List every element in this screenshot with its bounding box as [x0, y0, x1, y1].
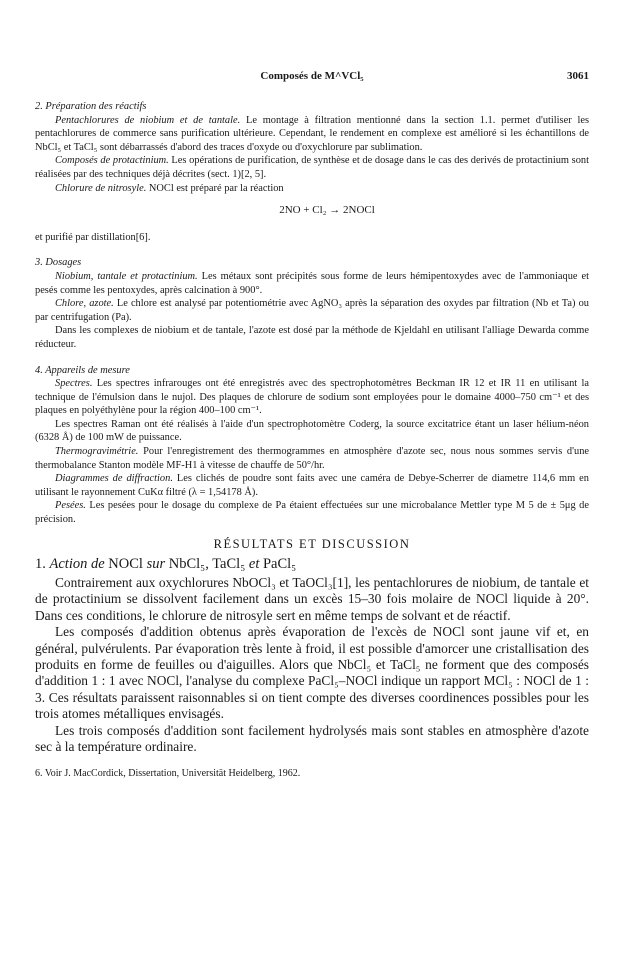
- paragraph: [35, 270, 589, 297]
- results-heading: RÉSULTATS ET DISCUSSION: [213, 536, 411, 551]
- paragraph-text: NOCl est préparé par la réaction: [146, 182, 284, 194]
- subsection-number: 1.: [35, 555, 46, 572]
- paragraph: [35, 182, 589, 196]
- paragraph-label: Pentachlorures de niobium et de tantale.: [55, 114, 241, 126]
- paragraph-label: Thermogravimétrie.: [55, 446, 139, 458]
- section-heading-dosages: 3. Dosages: [35, 257, 82, 269]
- paragraph: Dans les complexes de niobium et de tantale, l'azote est dosé par la méthode de Kjeldahl en utilisant l'alliage Dewarda comme réducteur.: [35, 325, 589, 350]
- paragraph-text: Le montage à filtration mentionné dans la section 1.1. permet d'utiliser les pentachlorures de commerce sans purification ultérieure. Cependant, le rendement en complexe est amélioré si les échantillons de NbCl₅ et TaCl₅ sont débarrassés d'abord des traces d'oxyde ou d'oxychlorure par sublimation.: [35, 114, 589, 153]
- paragraph-label: Diagrammes de diffraction.: [55, 473, 173, 485]
- paragraph-label: Niobium, tantale et protactinium.: [55, 270, 198, 282]
- subsection-nocl: NOCl: [108, 555, 143, 572]
- paragraph: [35, 377, 589, 418]
- subsection-title: [35, 556, 589, 572]
- paragraph: [35, 297, 589, 324]
- paragraph: Les composés d'addition obtenus après évaporation de l'excès de NOCl sont jaune vif et, en général, pulvérulents. Par évaporation très lente à froid, il est possible d'amorcer une cristallisation des produits en forme de feuilles ou d'aiguilles. Alors que NbCl₅ et TaCl₅ ne forment que des composés d'addition 1 : 1 avec NOCl, l'analyse du complexe PaCl₅–NOCl indique un rapport MCl₅ : NOCl de 1 : 3. Ces résultats paraissent raisonnables si on tient compte des diverses coordinences possibles pour les trois atomes métalliques envisagés.: [35, 624, 589, 722]
- paragraph-text: Le chlore est analysé par potentiométrie avec AgNO₃ après la séparation des oxydes par filtration (Nb et Ta) ou par centrifugation (Pa).: [35, 298, 589, 323]
- paragraph-text: Les opérations de purification, de synthèse et de dosage dans le cas des derivés de protactinium sont réalisées par des techniques déjà décrites (sect. 1)[2, 5].: [35, 155, 589, 180]
- paragraph-label: Spectres.: [55, 378, 93, 390]
- paragraph-text: Les métaux sont précipités sous forme de leurs hémipentoxydes avec de l'ammoniaque et pesés comme les pentoxydes, après calcination à 900°.: [35, 270, 589, 296]
- paragraph-label: Chlorure de nitrosyle.: [55, 182, 147, 194]
- subsection-species: NbCl₅, TaCl₅: [168, 555, 246, 572]
- page: [35, 70, 589, 779]
- equation: 2NO + Cl₂ → 2NOCl: [279, 204, 375, 217]
- paragraph: et purifié par distillation[6].: [35, 231, 151, 243]
- paragraph: Les spectres Raman ont été réalisés à l'aide d'un spectrophotomètre Coderg, la source excitatrice étant un laser hélium-néon (6328 Å) de 100 mW de puissance.: [35, 418, 589, 444]
- paragraph: [35, 499, 589, 526]
- paragraph: [35, 114, 589, 155]
- paragraph-text: Les clichés de poudre sont faits avec une caméra de Debye-Scherrer de diametre 114,6 mm en utilisant le rayonnement CuKα filtré (λ = 1,54178 Å).: [35, 473, 589, 498]
- footnote: 6. Voir J. MacCordick, Dissertation, Universität Heidelberg, 1962.: [35, 767, 301, 779]
- paragraph-label: Composés de protactinium.: [55, 155, 169, 167]
- paragraph: Les trois composés d'addition sont facilement hydrolysés mais sont stables en atmosphère d'azote sec à la température ordinaire.: [35, 722, 589, 755]
- section-heading-preparation: 2. Préparation des réactifs: [35, 101, 147, 112]
- paragraph: Contrairement aux oxychlorures NbOCl₃ et TaOCl₃[1], les pentachlorures de niobium, de tantale et de protactinium se dissolvent facilement dans un excès 15–30 fois molaire de NOCl liquide à 20°. Dans ces conditions, le chlorure de nitrosyle sert en même temps de solvant et de réactif.: [35, 575, 589, 623]
- section-heading-appareils: 4. Appareils de mesure: [35, 364, 130, 376]
- methods-section: [35, 100, 589, 527]
- page-number: 3061: [567, 70, 589, 82]
- paragraph: [35, 472, 589, 499]
- paragraph: [35, 154, 589, 181]
- paragraph-text: Pour l'enregistrement des thermogrammes en atmosphère d'azote sec, nous nous sommes servis d'une thermobalance Stanton modèle MF-H1 à vitesse de chauffe de 50°/hr.: [35, 446, 589, 471]
- running-title: Composés de M^VCl₅: [260, 70, 364, 82]
- paragraph-label: Chlore, azote.: [55, 298, 114, 310]
- results-section: [35, 556, 589, 756]
- subsection-pacl: PaCl₅: [262, 555, 297, 572]
- subsection-et: et: [248, 555, 260, 572]
- subsection-sur: sur: [146, 555, 166, 572]
- paragraph-text: Les spectres infrarouges ont été enregistrés avec des spectrophotomètres Beckman IR 12 et IR 11 en utilisant la technique de l'émulsion dans le nujol. Des plaques de chlorure de sodium sont employées pour le domaine 4000–750 cm⁻¹ et des plaques en polyéthylène pour la région 400–100 cm⁻¹.: [35, 378, 589, 417]
- paragraph-label: Pesées.: [55, 500, 86, 512]
- subsection-action: Action de: [49, 555, 105, 572]
- running-head: [35, 70, 589, 88]
- paragraph: [35, 445, 589, 472]
- paragraph-text: Les pesées pour le dosage du complexe de Pa étaient effectuées sur une microbalance Mettler type M 5 de ± 5μg de précision.: [35, 500, 589, 526]
